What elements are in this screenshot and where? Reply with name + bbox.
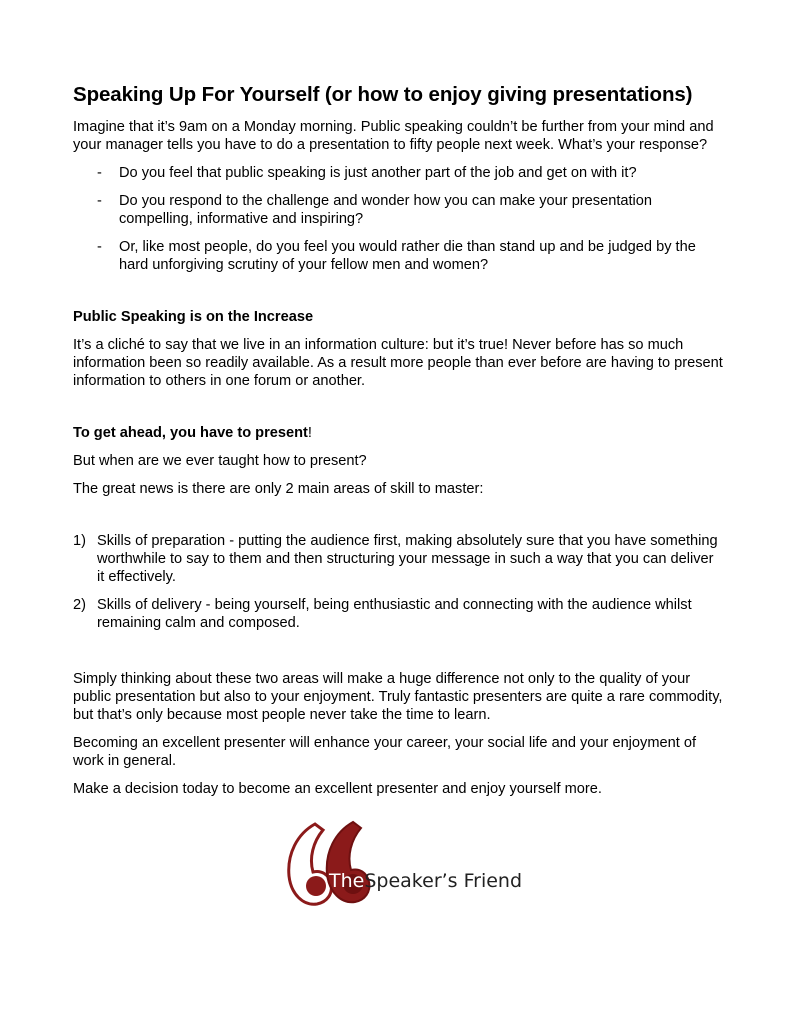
list-item-text: Do you feel that public speaking is just another part of the job and get on with it?	[119, 165, 637, 181]
section2-line1: But when are we ever taught how to present?	[73, 453, 367, 469]
list-item	[73, 192, 723, 228]
section1-paragraph: It’s a cliché to say that we live in an information culture: but it’s true! Never before has so much information been so readily available. As a result more people than ever before are having to present information to others in one forum or another.	[73, 337, 723, 389]
closing-paragraph-2: Becoming an excellent presenter will enhance your career, your social life and your enjoyment of work in general.	[73, 735, 697, 769]
list-item-text: Skills of preparation - putting the audience first, making absolutely sure that you have something worthwhile to say to them and then structuring your message in such a way that you can deliver it effectively.	[97, 533, 718, 585]
list-item-text: Skills of delivery - being yourself, being enthusiastic and connecting with the audience whilst remaining calm and composed.	[97, 597, 692, 631]
closing-paragraph-1: Simply thinking about these two areas will make a huge difference not only to the quality of your public presentation but also to your enjoyment. Truly fantastic presenters are quite a rare commodity, but that’s only because most people never take the time to learn.	[73, 671, 723, 723]
section-heading-get-ahead	[73, 424, 723, 442]
section-heading-public-speaking: Public Speaking is on the Increase	[73, 309, 314, 325]
skills-list	[73, 532, 723, 632]
closing-paragraph-3: Make a decision today to become an excellent presenter and enjoy yourself more.	[73, 781, 602, 797]
list-item	[73, 532, 723, 586]
list-item-text: Or, like most people, do you feel you would rather die than stand up and be judged by the hard unforgiving scrutiny of your fellow men and women?	[119, 239, 696, 273]
section2-line2: The great news is there are only 2 main areas of skill to master:	[73, 481, 484, 497]
page-title: Speaking Up For Yourself (or how to enjoy giving presentations)	[73, 83, 693, 106]
intro-paragraph: Imagine that it’s 9am on a Monday morning. Public speaking couldn’t be further from your mind and your manager tells you have to do a presentation to fifty people next week. What’s your response?	[73, 119, 714, 153]
heading-tail-text: !	[307, 425, 312, 441]
heading-bold-text: To get ahead, you have to present	[73, 425, 308, 441]
dash-marker: -	[97, 193, 102, 209]
quote-mark-icon	[283, 820, 523, 910]
document-content	[73, 82, 723, 808]
number-marker: 2)	[73, 597, 86, 613]
list-item	[73, 164, 723, 182]
dash-marker: -	[97, 165, 102, 181]
question-list	[73, 164, 723, 274]
list-item	[73, 596, 723, 632]
speakers-friend-logo	[283, 820, 523, 910]
dash-marker: -	[97, 239, 102, 255]
list-item-text: Do you respond to the challenge and wonder how you can make your presentation compelling, informative and inspiring?	[119, 193, 653, 227]
logo-wordmark	[329, 870, 522, 892]
list-item	[73, 238, 723, 274]
logo-text-name: Speaker’s Friend	[364, 870, 523, 892]
logo-text-the: The	[329, 870, 365, 892]
number-marker: 1)	[73, 533, 86, 549]
